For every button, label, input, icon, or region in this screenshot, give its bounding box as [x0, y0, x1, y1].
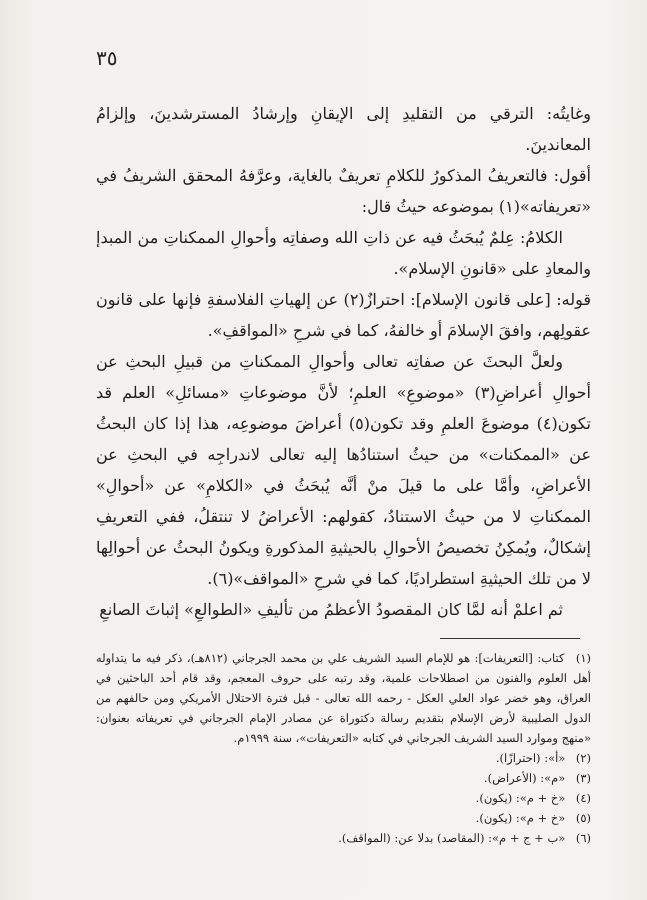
paragraph: أقول: فالتعريفُ المذكورُ للكلامِ تعريفٌ بالغاية، وعرَّفهُ المحقق الشريفُ في «تعريفاته»(١) بموضوعه حيثُ قال: — [96, 166, 591, 216]
paragraph: وغايتُه: الترقي من التقليدِ إلى الإيقانِ وإرشادُ المسترشدينَ، وإلزامُ المعاندينَ. — [96, 104, 591, 154]
paragraph: ثم اعلمْ أنه لمَّا كان المقصودُ الأعظمُ من تأليفِ «الطوالعِ» إثباتَ الصانعِ — [99, 600, 563, 619]
paragraph: قوله: [على قانون الإسلام]: احترازٌ(٢) عن إلهياتِ الفلاسفةِ فإنها على قانون عقولِهم، وافقَ الإسلامَ أو خالفهُ، كما في شرحِ «المواقفِ». — [96, 290, 592, 340]
footnote-item — [96, 808, 591, 828]
footnote-number: (٢) — [575, 751, 591, 765]
footnote-number: (٦) — [575, 831, 591, 845]
footnote-item — [96, 648, 591, 748]
footnote-item — [96, 768, 591, 788]
footnote-number: (٤) — [575, 791, 591, 805]
footnote-text: «ب + ج + م»: (المقاصد) بدلا عن: (المواقف). — [338, 831, 566, 845]
page-number: ٣٥ — [96, 46, 118, 70]
footnote-text: «خ + م»: (يكون). — [475, 811, 566, 825]
footnote-item — [96, 788, 591, 808]
footnote-item — [96, 748, 591, 768]
footnotes — [96, 648, 591, 848]
paragraph: الكلامُ: عِلمٌ يُبحَثُ فيه عن ذاتِ الله وصفاتِه وأحوالِ الممكناتِ من المبدإ والمعادِ على «قانونِ الإسلام». — [96, 228, 591, 278]
paragraph: ولعلَّ البحثَ عن صفاتِه تعالى وأحوالِ الممكناتِ من قبيلِ البحثِ عن أحوالِ أعراضِ(٣) «موضوعِ» العلمِ؛ لأنَّ موضوعاتِ «مسائلِ» العلم قد تكون(٤) موضوعَ العلمِ وقد تكون(٥) أعراضَ موضوعِه، هذا إذا كان البحثُ عن «الممكنات» من حيثُ استنادُها إليه تعالى لاندراجِه في البحثِ عن الأعراضِ، وأمَّا على ما قيلَ منْ أنَّه يُبحَثُ في «الكلامِ» عن «أحوالِ» الممكناتِ لا من حيثُ الاستنادُ، كقولهم: الأعراضُ لا تنتقلُ، ففي التعريفِ إشكالٌ، ويُمكِنُ تخصيصُ الأحوالِ بالحيثيةِ المذكورةِ ويكونُ البحثُ عن أحوالِها لا من تلك الحيثيةِ استطراديًا، كما في شرحِ «المواقف»(٦). — [96, 352, 592, 588]
footnote-text: «م»: (الأعراض). — [483, 771, 566, 785]
footnote-number: (٥) — [575, 811, 591, 825]
footnote-divider — [440, 638, 580, 639]
footnote-text: «أ»: (احترازًا). — [495, 751, 566, 765]
main-text — [96, 98, 591, 625]
footnote-item — [96, 828, 591, 848]
footnote-text: «خ + م»: (يكون). — [475, 791, 566, 805]
footnote-number: (٣) — [575, 771, 591, 785]
footnote-text: كتاب: [التعريفات]: هو للإمام السيد الشريف علي بن محمد الجرجاني (٨١٢هـ)، ذكر فيه ما يتداوله أهل العلوم والفنون من اصطلاحات علمية، وقد رتبه على حروف المعجم، وقد قام أحد الباحثين في العراق، وهو خضر عواد العلي العكل - رحمه الله تعالى - قبل فترة الاحتلال الأمريكي ومن حالفهم من الدول الصليبية لأرض الإسلام بتقديم رسالة دكتوراة عن مصادر الإمام الجرجاني في تعريفاته بعنوان: «منهج وموارد السيد الشريف الجرجاني في كتابه «التعريفات»، سنة ١٩٩٩م. — [96, 651, 591, 745]
footnote-number: (١) — [575, 651, 591, 665]
